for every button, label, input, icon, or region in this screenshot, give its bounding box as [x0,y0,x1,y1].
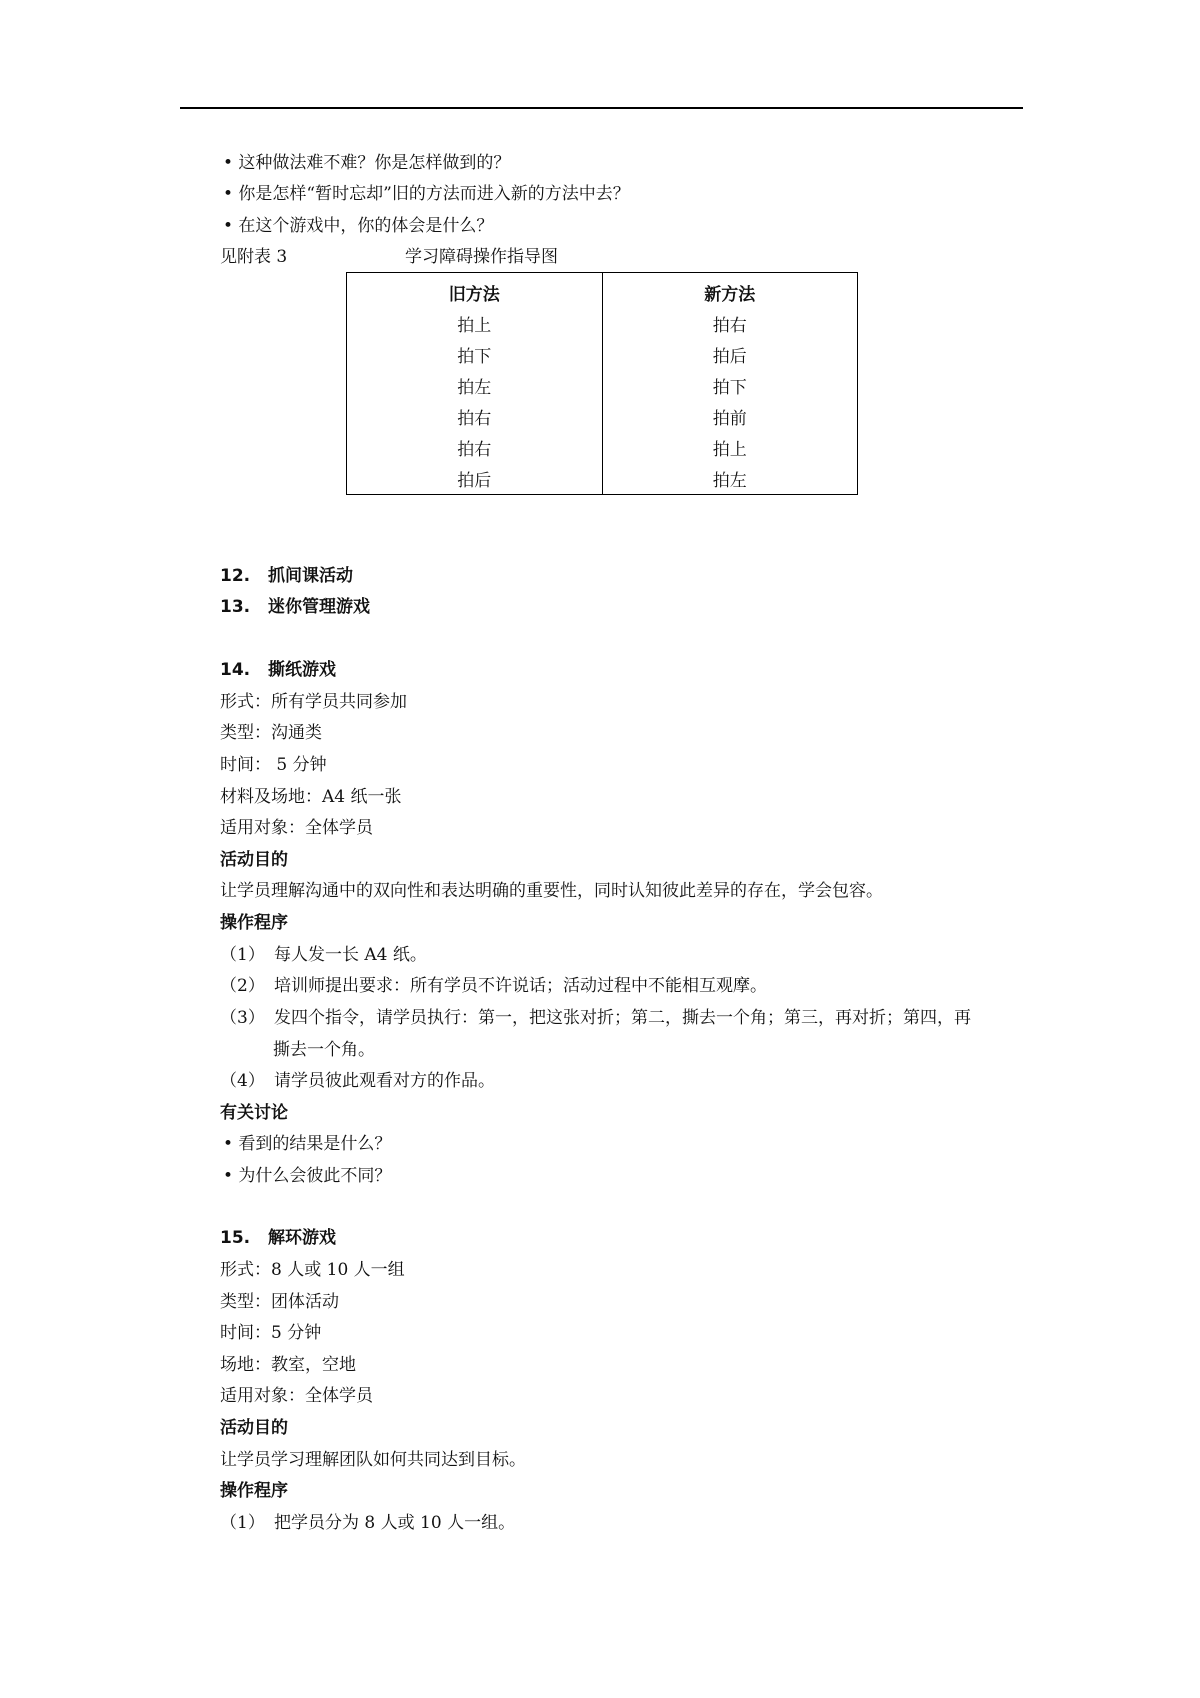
procedure-step [220,1006,971,1030]
step-text: 请学员彼此观看对方的作品。 [274,1071,495,1091]
section-number: 14. [220,660,251,680]
subheading-procedure: 操作程序 [220,913,288,933]
info-line: 形式：所有学员共同参加 [220,692,407,712]
table-row [347,370,858,401]
procedure-step [220,1511,515,1535]
table-cell: 拍右 [347,432,603,463]
header-rule [180,107,1023,109]
section-heading-15 [220,1226,336,1250]
subheading-purpose: 活动目的 [220,850,288,870]
info-line: 场地：教室，空地 [220,1355,356,1375]
question-bullet: • 在这个游戏中，你的体会是什么？ [223,216,494,236]
table-row [347,339,858,370]
step-number: （3） [220,1008,265,1028]
discussion-bullet: • 看到的结果是什么？ [223,1134,392,1154]
section-heading-14 [220,658,336,682]
section-title: 解环游戏 [268,1228,336,1248]
section-heading-12 [220,564,353,588]
step-text: 把学员分为 8 人或 10 人一组。 [274,1513,516,1533]
info-line: 类型：沟通类 [220,723,322,743]
step-text: 发四个指令，请学员执行：第一，把这张对折；第二，撕去一个角；第三，再对折；第四，再 [274,1008,971,1028]
info-line: 材料及场地：A4 纸一张 [220,787,402,807]
step-text: 每人发一长 A4 纸。 [274,945,427,965]
table-cell: 拍上 [602,432,858,463]
info-line: 适用对象：全体学员 [220,818,373,838]
section-number: 13. [220,597,251,617]
question-bullet: • 你是怎样“暂时忘却”旧的方法而进入新的方法中去？ [223,184,630,204]
table-reference: 见附表 3 [220,247,288,267]
table-row [347,308,858,339]
step-text-continued: 撕去一个角。 [273,1040,375,1060]
discussion-bullet: • 为什么会彼此不同？ [223,1166,392,1186]
table-row [347,432,858,463]
table-title: 学习障碍操作指导图 [405,247,558,267]
step-number: （1） [220,945,265,965]
step-number: （1） [220,1513,265,1533]
info-line: 类型：团体活动 [220,1292,339,1312]
procedure-step [220,943,427,967]
info-line: 时间：5 分钟 [220,1323,322,1343]
info-line: 时间： 5 分钟 [220,755,327,775]
table-header-row [347,273,858,309]
table-row [347,463,858,495]
section-title: 迷你管理游戏 [268,597,370,617]
table-cell: 拍左 [602,463,858,495]
table-cell: 拍左 [347,370,603,401]
step-text: 培训师提出要求：所有学员不许说话；活动过程中不能相互观摩。 [274,976,767,996]
section-number: 12. [220,566,251,586]
info-line: 形式：8 人或 10 人一组 [220,1260,405,1280]
table-cell: 拍下 [602,370,858,401]
table-cell: 拍右 [602,308,858,339]
section-heading-13 [220,595,370,619]
table-row [347,401,858,432]
purpose-text: 让学员理解沟通中的双向性和表达明确的重要性，同时认知彼此差异的存在，学会包容。 [220,881,883,901]
section-title: 抓间课活动 [268,566,353,586]
procedure-step [220,1069,495,1093]
step-number: （2） [220,976,265,996]
table-cell: 拍后 [602,339,858,370]
table-cell: 拍下 [347,339,603,370]
step-number: （4） [220,1071,265,1091]
procedure-step [220,974,767,998]
info-line: 适用对象：全体学员 [220,1386,373,1406]
section-number: 15. [220,1228,251,1248]
subheading-procedure: 操作程序 [220,1481,288,1501]
column-header-old: 旧方法 [347,273,603,309]
section-title: 撕纸游戏 [268,660,336,680]
purpose-text: 让学员学习理解团队如何共同达到目标。 [220,1450,526,1470]
column-header-new: 新方法 [602,273,858,309]
table-cell: 拍后 [347,463,603,495]
subheading-purpose: 活动目的 [220,1418,288,1438]
table-cell: 拍前 [602,401,858,432]
table-cell: 拍右 [347,401,603,432]
subheading-discussion: 有关讨论 [220,1103,288,1123]
guide-table [346,272,858,495]
question-bullet: • 这种做法难不难？你是怎样做到的？ [223,153,511,173]
table-cell: 拍上 [347,308,603,339]
